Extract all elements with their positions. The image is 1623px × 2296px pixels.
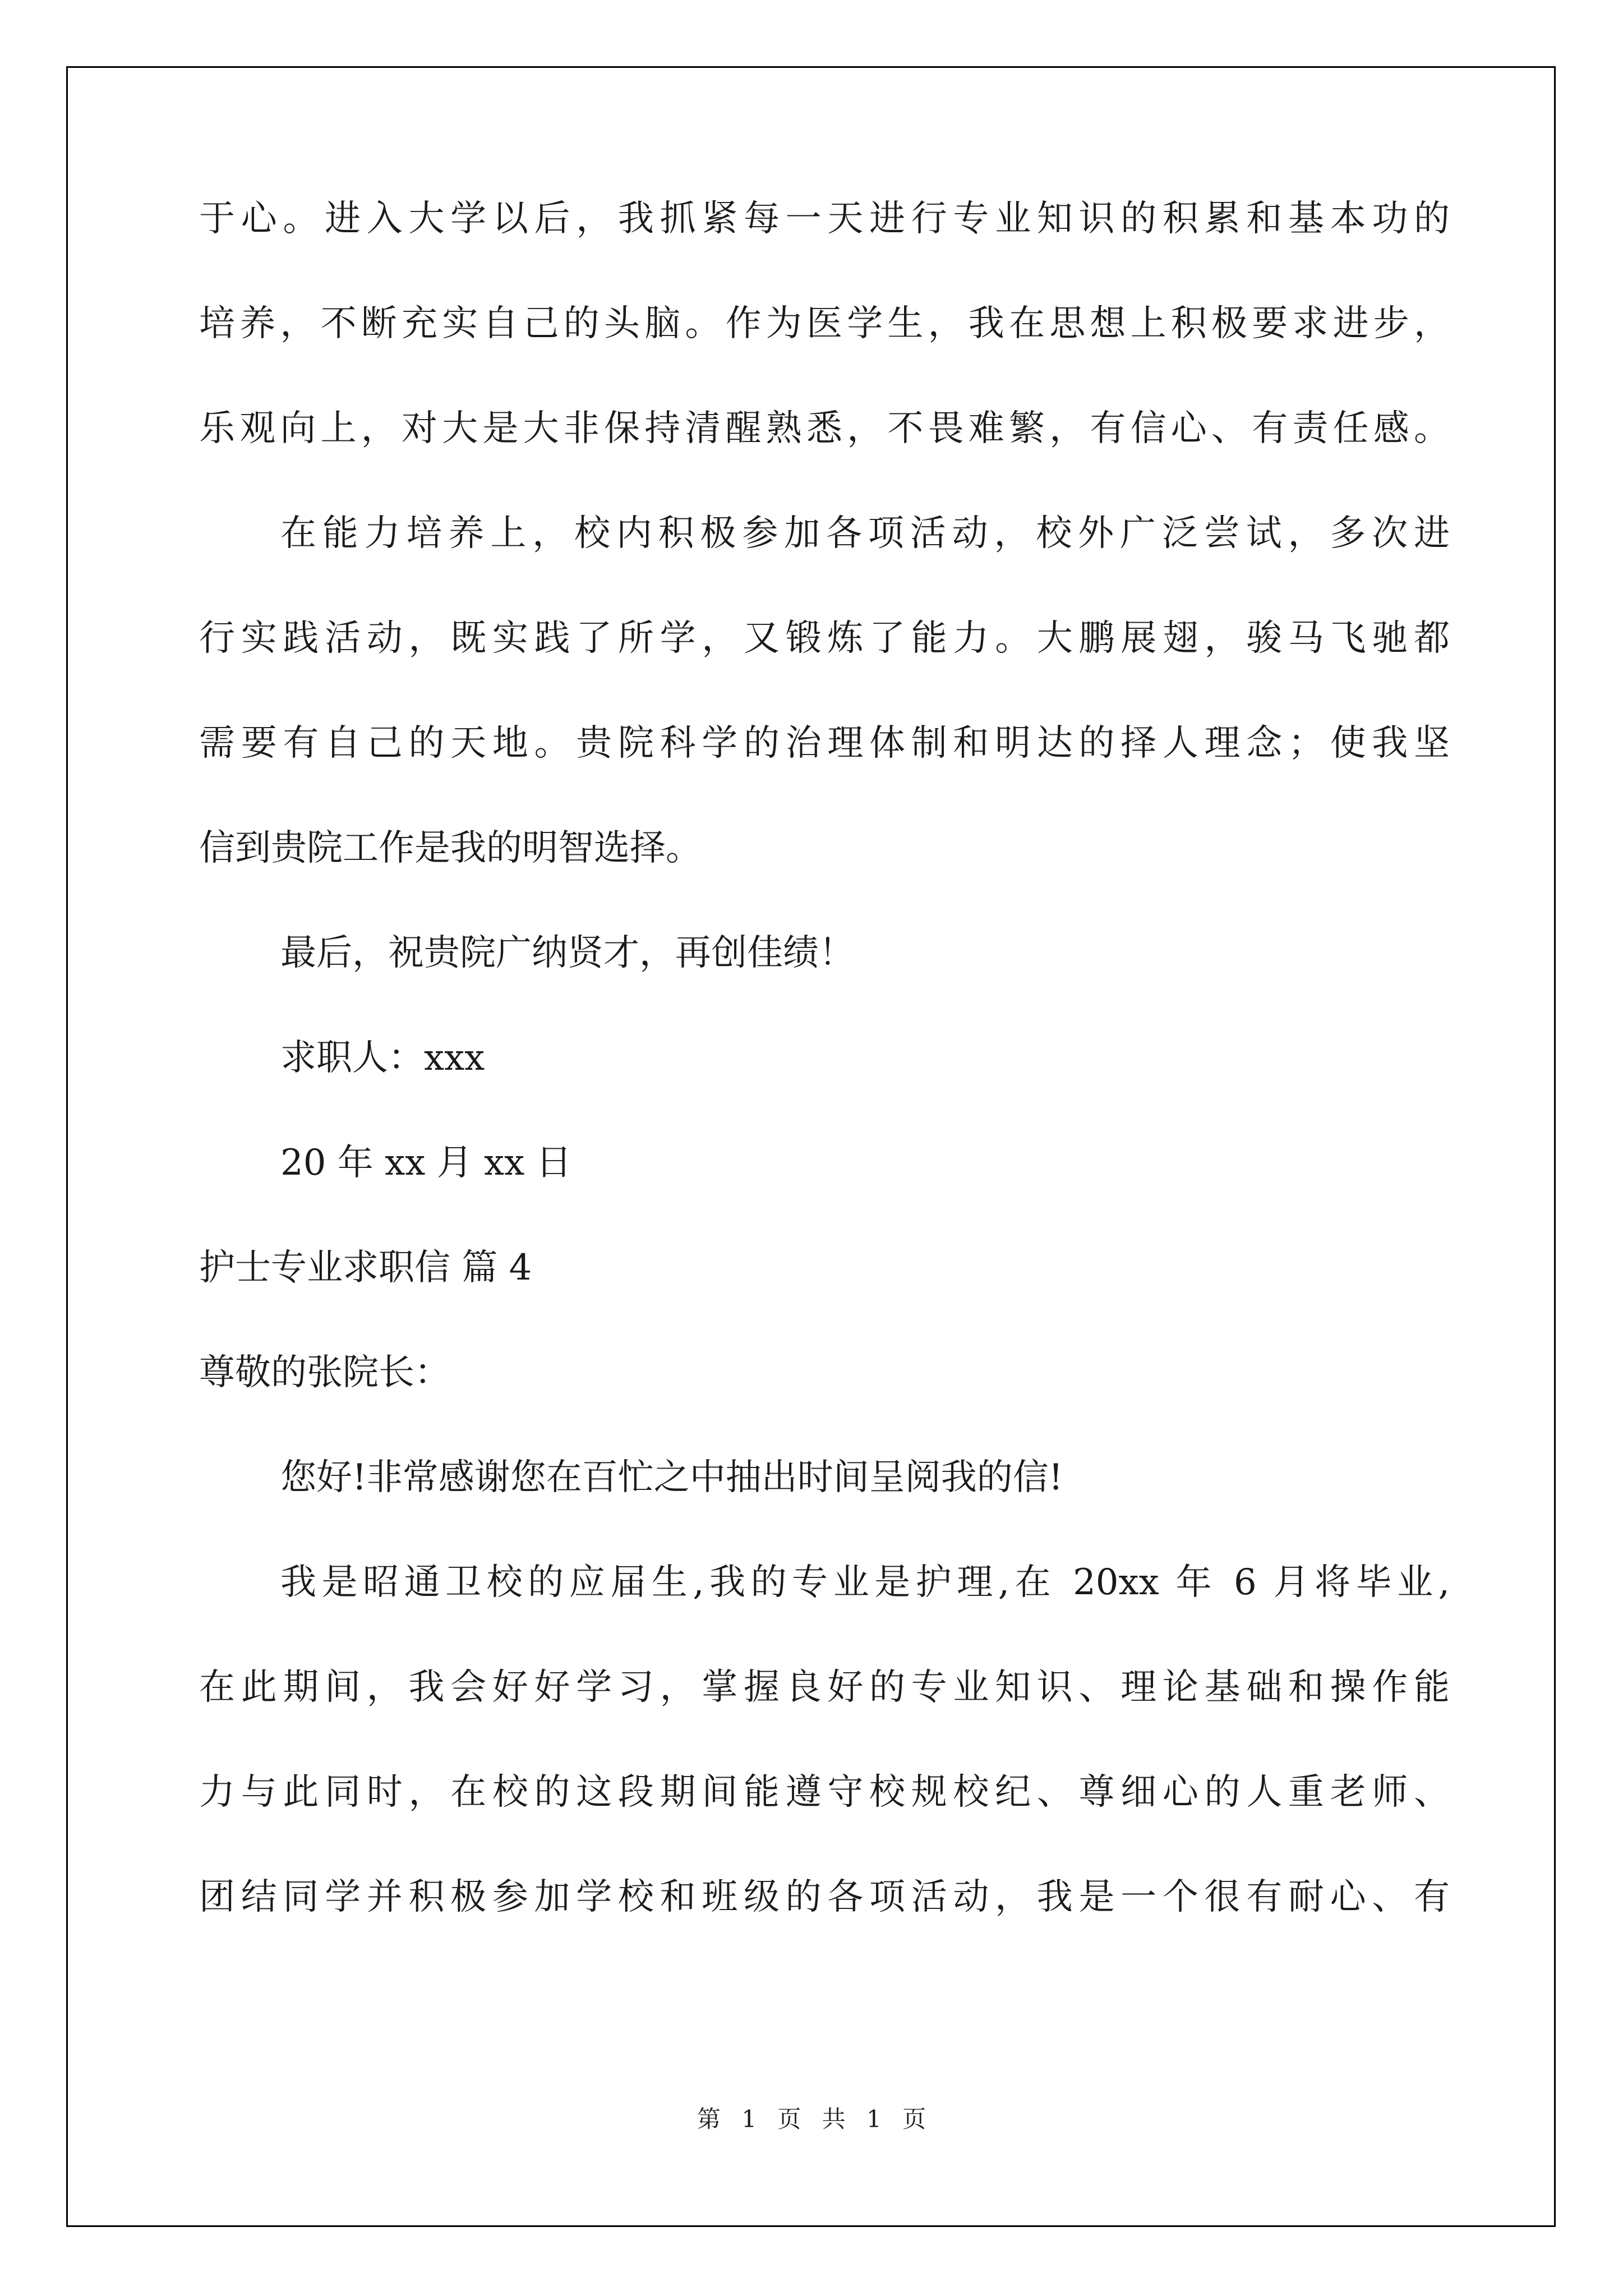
closing-wish: 最后，祝贵院广纳贤才，再创佳绩！ <box>280 932 855 974</box>
page-number-footer: 第 1 页 共 1 页 <box>697 2105 926 2133</box>
body-line: 行实践活动，既实践了所学，又锻炼了能力。大鹏展翅，骏马飞驰都 <box>199 618 1450 659</box>
body-line: 乐观向上，对大是大非保持清醒熟悉，不畏难繁，有信心、有责任感。 <box>199 408 1450 449</box>
paragraph-start-line: 我是昭通卫校的应届生,我的专业是护理,在 20xx 年 6 月将毕业, <box>280 1562 1450 1603</box>
body-line: 于心。进入大学以后，我抓紧每一天进行专业知识的积累和基本功的 <box>199 198 1450 240</box>
body-line: 团结同学并积极参加学校和班级的各项活动，我是一个很有耐心、有 <box>199 1876 1450 1918</box>
body-line: 信到贵院工作是我的明智选择。 <box>199 827 702 869</box>
section-heading: 护士专业求职信 篇 4 <box>199 1247 532 1289</box>
applicant-signature: 求职人：xxx <box>280 1037 485 1079</box>
body-line: 培养，不断充实自己的头脑。作为医学生，我在思想上积极要求进步， <box>199 303 1450 344</box>
paragraph-start-line: 在能力培养上，校内积极参加各项活动，校外广泛尝试，多次进 <box>280 513 1450 554</box>
body-line: 需要有自己的天地。贵院科学的治理体制和明达的择人理念；使我坚 <box>199 723 1450 764</box>
salutation: 尊敬的张院长： <box>199 1352 450 1393</box>
letter-date: 20 年 xx 月 xx 日 <box>280 1142 572 1184</box>
greeting-line: 您好!非常感谢您在百忙之中抽出时间呈阅我的信! <box>280 1457 1063 1498</box>
body-line: 力与此同时，在校的这段期间能遵守校规校纪、尊细心的人重老师、 <box>199 1772 1450 1813</box>
body-line: 在此期间，我会好好学习，掌握良好的专业知识、理论基础和操作能 <box>199 1667 1450 1708</box>
